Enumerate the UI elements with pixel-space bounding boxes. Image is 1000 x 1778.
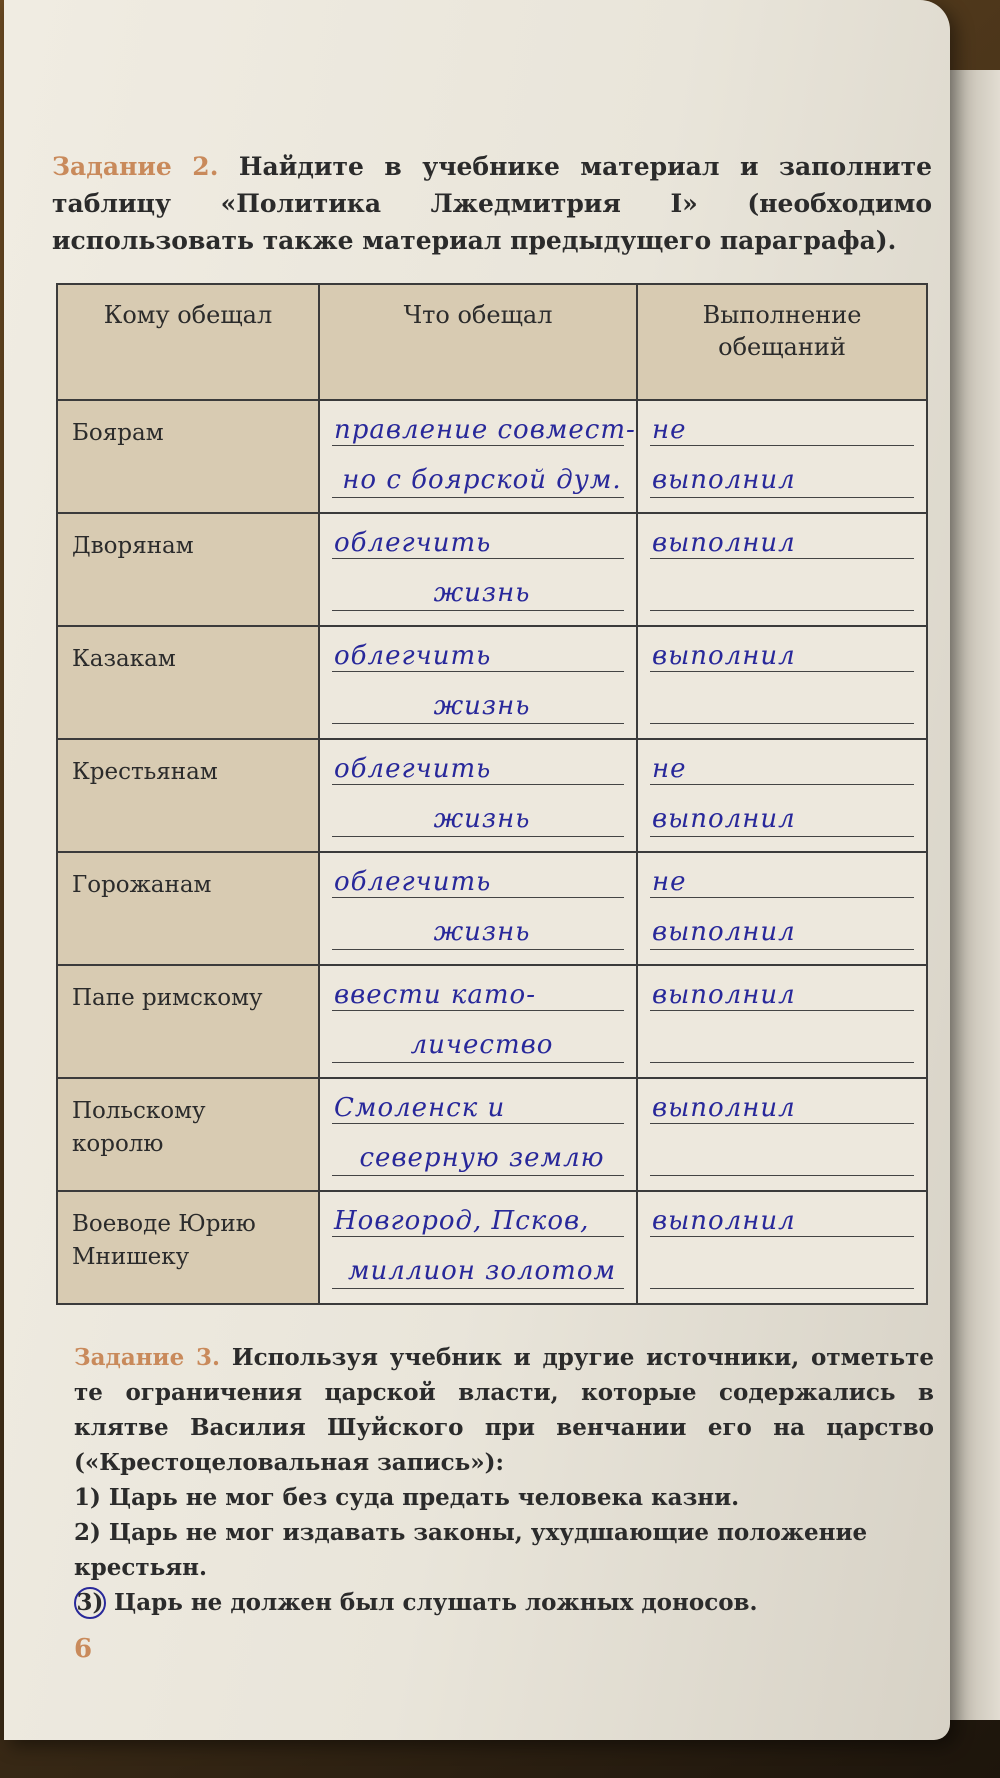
writing-line	[650, 1010, 914, 1011]
cell-who: Горожанам	[57, 852, 319, 965]
cell-done[interactable]	[637, 965, 927, 1078]
task3-item-2	[74, 1515, 934, 1585]
handwritten-what-line-2: жизнь	[433, 691, 531, 721]
handwritten-done-line-1: выполнил	[652, 980, 796, 1010]
writing-line	[650, 1123, 914, 1124]
cell-done[interactable]	[637, 513, 927, 626]
writing-line	[650, 949, 914, 950]
politics-table	[56, 283, 928, 1305]
writing-line	[332, 497, 624, 498]
next-page-edge	[950, 70, 1000, 1720]
handwritten-done-line-1: выполнил	[652, 641, 796, 671]
handwritten-done-line-2: выполнил	[652, 917, 796, 947]
handwritten-what-line-1: ввести като-	[334, 980, 536, 1010]
cell-done[interactable]	[637, 1078, 927, 1191]
handwritten-what-line-1: Смоленск и	[334, 1093, 506, 1123]
item-text: Царь не мог без суда предать человека казни.	[108, 1484, 740, 1511]
writing-line	[332, 1175, 624, 1176]
task2-heading	[52, 148, 932, 259]
writing-line	[332, 1123, 624, 1124]
handwritten-what-line-1: облегчить	[334, 867, 492, 897]
writing-line	[650, 1236, 914, 1237]
cell-what[interactable]	[319, 1191, 637, 1304]
cell-done[interactable]	[637, 1191, 927, 1304]
cell-what[interactable]	[319, 626, 637, 739]
handwritten-done-line-1: не	[652, 415, 687, 445]
table-row	[57, 400, 927, 513]
writing-line	[332, 610, 624, 611]
cell-who: Дворянам	[57, 513, 319, 626]
task3-block	[74, 1340, 934, 1620]
task3-label: Задание 3.	[74, 1344, 221, 1371]
writing-line	[332, 558, 624, 559]
handwritten-what-line-2: миллион золотом	[347, 1256, 617, 1286]
writing-line	[650, 671, 914, 672]
writing-line	[650, 445, 914, 446]
cell-what[interactable]	[319, 739, 637, 852]
cell-who: Польскому королю	[57, 1078, 319, 1191]
cell-what[interactable]	[319, 513, 637, 626]
cell-who: Казакам	[57, 626, 319, 739]
writing-line	[332, 671, 624, 672]
table-row	[57, 1191, 927, 1304]
task3-item-3	[74, 1585, 934, 1620]
cell-who: Крестьянам	[57, 739, 319, 852]
writing-line	[332, 897, 624, 898]
table-row	[57, 1078, 927, 1191]
cell-what[interactable]	[319, 1078, 637, 1191]
cell-who: Папе римскому	[57, 965, 319, 1078]
item-number: 1)	[74, 1484, 101, 1511]
writing-line	[650, 897, 914, 898]
cell-what[interactable]	[319, 965, 637, 1078]
table-row	[57, 739, 927, 852]
handwritten-what-line-2: жизнь	[433, 917, 531, 947]
page-number: 6	[74, 1634, 93, 1664]
handwritten-done-line-1: выполнил	[652, 528, 796, 558]
writing-line	[332, 784, 624, 785]
writing-line	[332, 445, 624, 446]
writing-line	[650, 497, 914, 498]
handwritten-what-line-2: но с боярской дум.	[342, 465, 622, 495]
handwritten-what-line-2: личество	[410, 1030, 554, 1060]
task3-item-1	[74, 1480, 934, 1515]
handwritten-what-line-1: Новгород, Псков,	[334, 1206, 590, 1236]
cell-what[interactable]	[319, 852, 637, 965]
task2-text: Найдите в учебнике материал и заполните таблицу «Политика Лжедмитрия I» (необходимо использовать также материал предыдущего параграфа).	[52, 152, 932, 255]
table-row	[57, 513, 927, 626]
handwritten-what-line-1: правление совмест-	[334, 415, 636, 445]
cell-who: Боярам	[57, 400, 319, 513]
header-what: Что обещал	[319, 284, 637, 400]
task3-heading	[74, 1340, 934, 1480]
handwritten-done-line-1: выполнил	[652, 1093, 796, 1123]
writing-line	[332, 1236, 624, 1237]
cell-done[interactable]	[637, 400, 927, 513]
writing-line	[332, 1010, 624, 1011]
writing-line	[650, 610, 914, 611]
item-text: Царь не должен был слушать ложных доносов.	[114, 1589, 758, 1616]
writing-line	[332, 723, 624, 724]
workbook-page	[4, 0, 950, 1740]
writing-line	[650, 784, 914, 785]
writing-line	[650, 1062, 914, 1063]
writing-line	[650, 558, 914, 559]
table-row	[57, 852, 927, 965]
item-text: Царь не мог издавать законы, ухудшающие положение крестьян.	[74, 1519, 868, 1581]
table-row	[57, 626, 927, 739]
cell-done[interactable]	[637, 626, 927, 739]
circled-item-number: 3)	[74, 1587, 106, 1619]
cell-who: Воеводе Юрию Мнишеку	[57, 1191, 319, 1304]
item-number: 2)	[74, 1519, 101, 1546]
handwritten-done-line-1: не	[652, 754, 687, 784]
cell-what[interactable]	[319, 400, 637, 513]
handwritten-done-line-1: выполнил	[652, 1206, 796, 1236]
handwritten-what-line-1: облегчить	[334, 528, 492, 558]
task3-text: Используя учебник и другие источники, отметьте те ограничения царской власти, которые содержались в клятве Василия Шуйского при венчании его на царство («Крестоцеловальная запись»):	[74, 1344, 934, 1476]
handwritten-what-line-1: облегчить	[334, 641, 492, 671]
header-done: Выполнение обещаний	[637, 284, 927, 400]
writing-line	[650, 723, 914, 724]
table-row	[57, 965, 927, 1078]
writing-line	[332, 949, 624, 950]
handwritten-what-line-1: облегчить	[334, 754, 492, 784]
handwritten-done-line-2: выполнил	[652, 804, 796, 834]
writing-line	[650, 1175, 914, 1176]
writing-line	[332, 1288, 624, 1289]
writing-line	[332, 1062, 624, 1063]
handwritten-what-line-2: северную землю	[359, 1143, 605, 1173]
cell-done[interactable]	[637, 852, 927, 965]
handwritten-what-line-2: жизнь	[433, 578, 531, 608]
writing-line	[650, 836, 914, 837]
cell-done[interactable]	[637, 739, 927, 852]
writing-line	[332, 836, 624, 837]
writing-line	[650, 1288, 914, 1289]
handwritten-done-line-1: не	[652, 867, 687, 897]
handwritten-done-line-2: выполнил	[652, 465, 796, 495]
task2-label: Задание 2.	[52, 152, 219, 181]
header-who: Кому обещал	[57, 284, 319, 400]
handwritten-what-line-2: жизнь	[433, 804, 531, 834]
